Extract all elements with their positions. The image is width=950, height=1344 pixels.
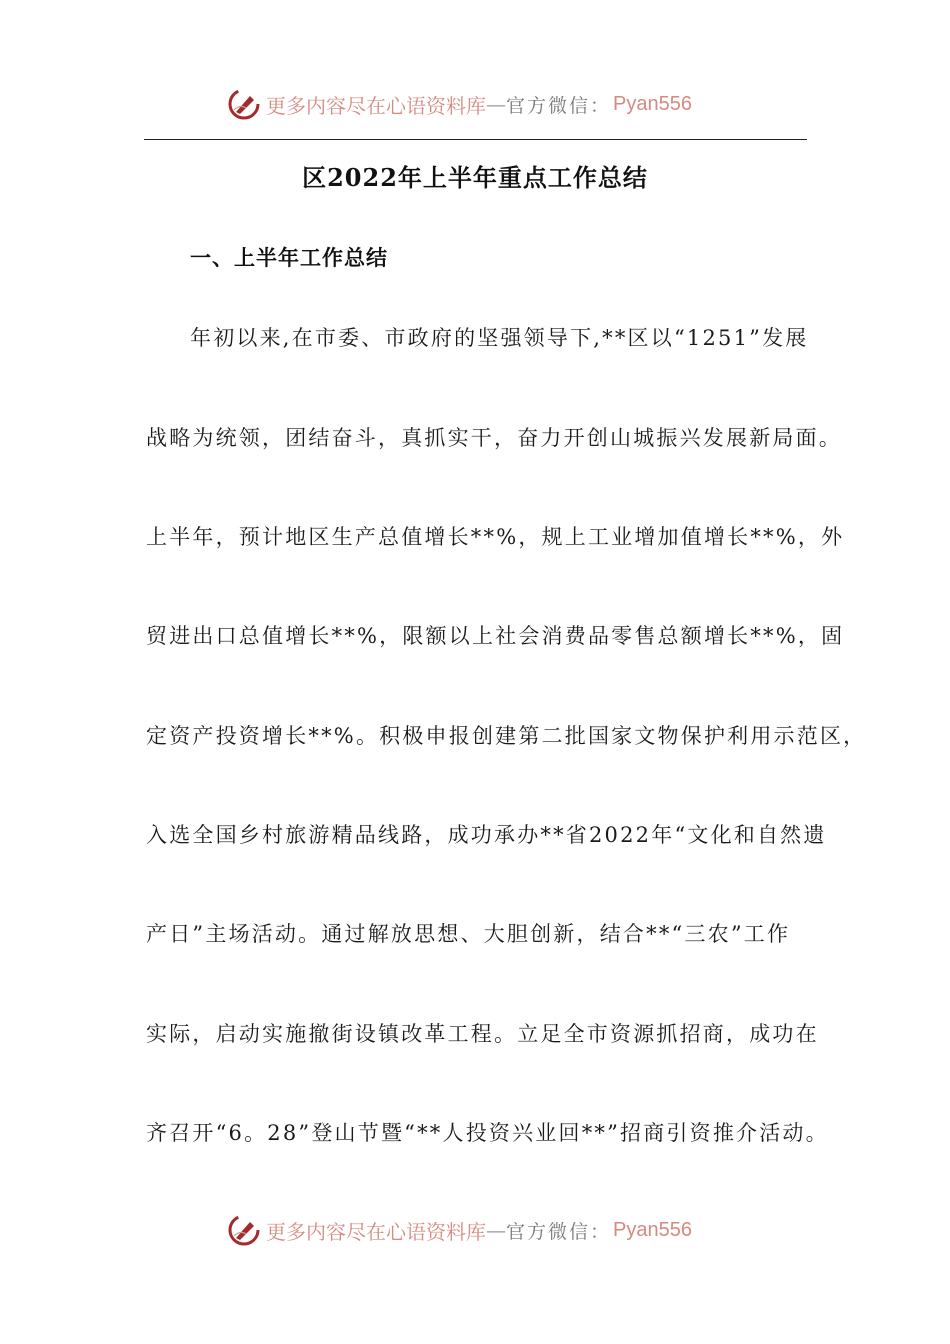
header-divider: [144, 139, 807, 140]
document-title: 区2022年上半年重点工作总结: [302, 163, 648, 192]
paragraph-line: 入选全国乡村旅游精品线路，成功承办**省2022年“文化和自然遗: [146, 823, 827, 847]
paragraph-line: 定资产投资增长**%。积极申报创建第二批国家文物保护利用示范区，: [146, 724, 867, 748]
watermark-promo-text: 更多内容尽在心语资料库: [266, 1219, 486, 1244]
watermark-wechat-id: Pyan556: [613, 92, 692, 115]
quill-pen-logo-icon: [226, 86, 262, 122]
watermark-banner-top: [226, 84, 692, 124]
paragraph-line: 齐召开“6。28”登山节暨“**人投资兴业回**”招商引资推介活动。: [146, 1121, 829, 1145]
watermark-wechat-id: Pyan556: [613, 1218, 692, 1241]
watermark-banner-bottom: [226, 1210, 692, 1250]
watermark-wechat-label: 官方微信：: [506, 1220, 612, 1243]
watermark-promo-text: 更多内容尽在心语资料库: [266, 93, 486, 118]
paragraph-line: 实际，启动实施撤街设镇改革工程。立足全市资源抓招商，成功在: [146, 1022, 819, 1046]
paragraph-line: 上半年，预计地区生产总值增长**%，规上工业增加值增长**%，外: [146, 525, 845, 549]
quill-pen-logo-icon: [226, 1212, 262, 1248]
paragraph-line: 战略为统领，团结奋斗，真抓实干，奋力开创山城振兴发展新局面。: [146, 426, 842, 450]
paragraph-line: 年初以来,在市委、市政府的坚强领导下,**区以“1251”发展: [190, 326, 809, 350]
watermark-dash: —: [486, 92, 506, 116]
watermark-wechat-label: 官方微信：: [506, 94, 612, 117]
watermark-dash: —: [486, 1218, 506, 1242]
paragraph-line: 产日”主场活动。通过解放思想、大胆创新，结合**“三农”工作: [146, 922, 791, 946]
section-heading: 一、上半年工作总结: [190, 245, 388, 270]
paragraph-line: 贸进出口总值增长**%，限额以上社会消费品零售总额增长**%，固: [146, 624, 845, 648]
